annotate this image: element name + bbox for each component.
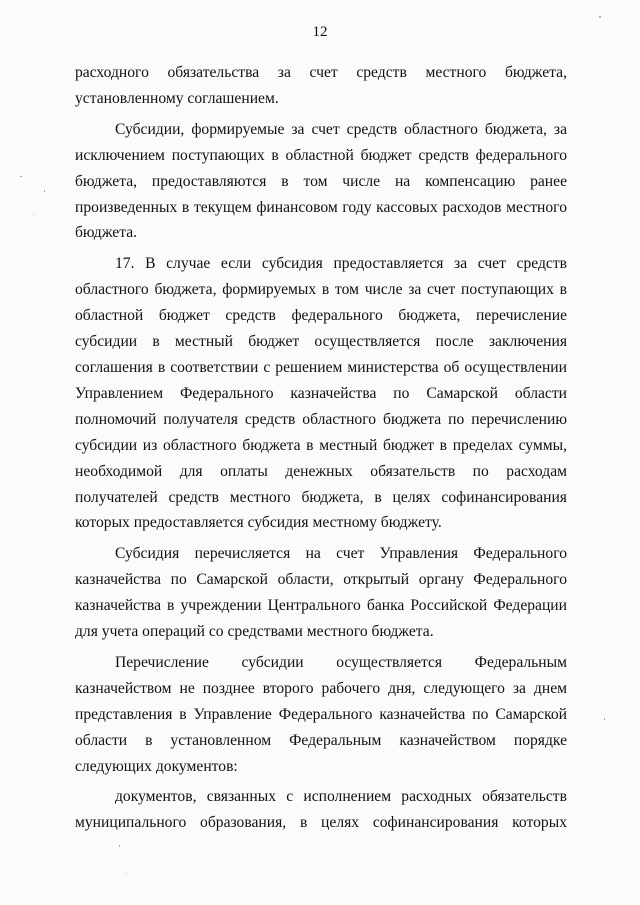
paragraph-2: Субсидии, формируемые за счет средств областного бюджета, за исключением поступающих в областной бюджет средств федерального бюджета, предоставляются в том числе на компенсацию ранее произведенных в текущем финансовом году кассовых расходов местного бюджета. [75,120,567,242]
scan-speck [119,845,120,847]
paragraph-3: 17. В случае если субсидия предоставляется за счет средств областного бюджета, формируемых в том числе за счет поступающих в областной бюджет средств федерального бюджета, перечисление субсидии в местный бюджет осуществляется после заключения соглашения в соответствии с решением министерства об осуществлении Управлением Федерального казначейства по Самарской области полномочий получателя средств областного бюджета по перечислению субсидии из областного бюджета в местный бюджет в пределах суммы, необходимой для оплаты денежных обязательств по расходам получателей средств местного бюджета, в целях софинансирования которых предоставляется субсидия местному бюджету. [75,255,567,532]
scan-speck [33,214,34,215]
scan-speck [126,873,127,874]
document-body [75,60,567,841]
scan-speck [599,16,601,18]
paragraph-5: Перечисление субсидии осуществляется Федеральным казначейством не позднее второго рабочего дня, следующего за днем представления в Управление Федерального казначейства по Самарской области в установленном Федеральным казначейством порядке следующих документов: [75,653,567,775]
page-number: 12 [312,24,328,40]
paragraph-6: документов, связанных с исполнением расходных обязательств муниципального образования, в целях софинансирования которых [75,788,567,832]
scan-speck [604,718,605,720]
paragraph-4: Субсидия перечисляется на счет Управления Федерального казначейства по Самарской области, открытый органу Федерального казначейства в учреждении Центрального банка Российской Федерации для учета операций со средствами местного бюджета. [75,545,567,641]
scan-speck [44,190,45,192]
scan-speck [20,176,22,177]
paragraph-1: расходного обязательства за счет средств местного бюджета, установленному соглашением. [75,64,567,107]
